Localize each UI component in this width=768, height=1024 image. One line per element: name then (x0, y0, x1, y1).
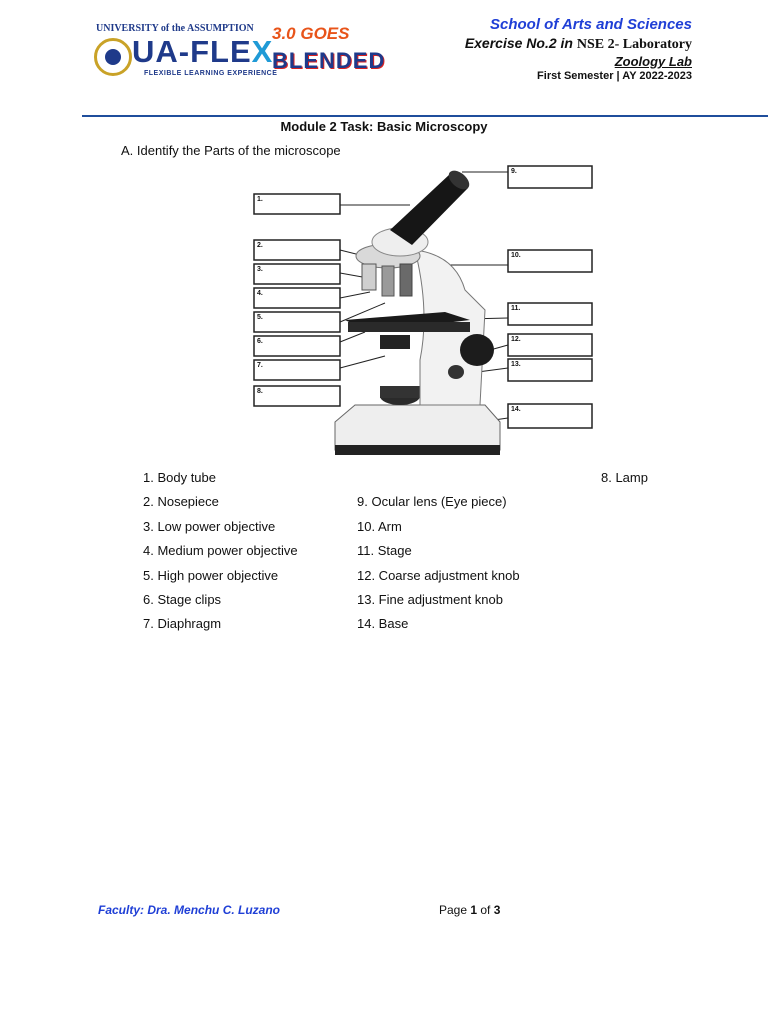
diagram-label-4: 4. (257, 290, 263, 297)
part-9: 9. Ocular lens (Eye piece) (357, 494, 507, 509)
part-11: 11. Stage (357, 543, 412, 558)
diagram-label-12: 12. (511, 336, 521, 343)
module-title: Module 2 Task: Basic Microscopy (280, 119, 488, 134)
part-2: 2. Nosepiece (143, 494, 219, 509)
part-7: 7. Diaphragm (143, 616, 222, 631)
logo-blended: BLENDED (272, 48, 386, 73)
part-10: 10. Arm (357, 519, 402, 534)
diagram-label-11: 11. (511, 305, 521, 312)
diagram-label-5: 5. (257, 314, 263, 321)
part-3: 3. Low power objective (143, 519, 276, 534)
document-header (465, 16, 692, 82)
diagram-label-1: 1. (257, 196, 263, 203)
header-divider (82, 115, 768, 117)
logo-ua-flex: UA-FLEX (132, 34, 274, 69)
university-seal-icon (94, 38, 132, 76)
diagram-label-10: 10. (511, 252, 521, 259)
lab-name: Zoology Lab (614, 54, 692, 69)
logo-tagline: FLEXIBLE LEARNING EXPERIENCE (144, 70, 278, 77)
faculty-name: Faculty: Dra. Menchu C. Luzano (98, 903, 281, 917)
microscope-illustration (250, 160, 595, 470)
page-number: Page 1 of 3 (439, 903, 501, 917)
diagram-label-9: 9. (511, 168, 517, 175)
part-1: 1. Body tube (143, 470, 216, 485)
school-name: School of Arts and Sciences (490, 16, 692, 33)
logo-goes: 3.0 GOES (272, 24, 350, 43)
semester-line: First Semester | AY 2022-2023 (537, 70, 692, 82)
part-4: 4. Medium power objective (143, 543, 298, 558)
diagram-label-2: 2. (257, 242, 263, 249)
part-5: 5. High power objective (143, 568, 279, 583)
instruction-text: A. Identify the Parts of the microscope (121, 143, 341, 158)
part-12: 12. Coarse adjustment knob (357, 568, 520, 583)
diagram-label-13: 13. (511, 361, 521, 368)
diagram-label-14: 14. (511, 406, 521, 413)
microscope-diagram (250, 160, 595, 470)
exercise-line: Exercise No.2 in NSE 2- Laboratory (464, 35, 692, 52)
ua-flex-logo (92, 18, 386, 86)
diagram-label-8: 8. (257, 388, 263, 395)
diagram-label-7: 7. (257, 362, 263, 369)
part-13: 13. Fine adjustment knob (357, 592, 503, 607)
diagram-label-3: 3. (257, 266, 263, 273)
part-8: 8. Lamp (601, 470, 648, 485)
logo-university-text: UNIVERSITY of the ASSUMPTION (96, 23, 254, 34)
part-6: 6. Stage clips (143, 592, 222, 607)
part-14: 14. Base (357, 616, 409, 631)
diagram-label-6: 6. (257, 338, 263, 345)
